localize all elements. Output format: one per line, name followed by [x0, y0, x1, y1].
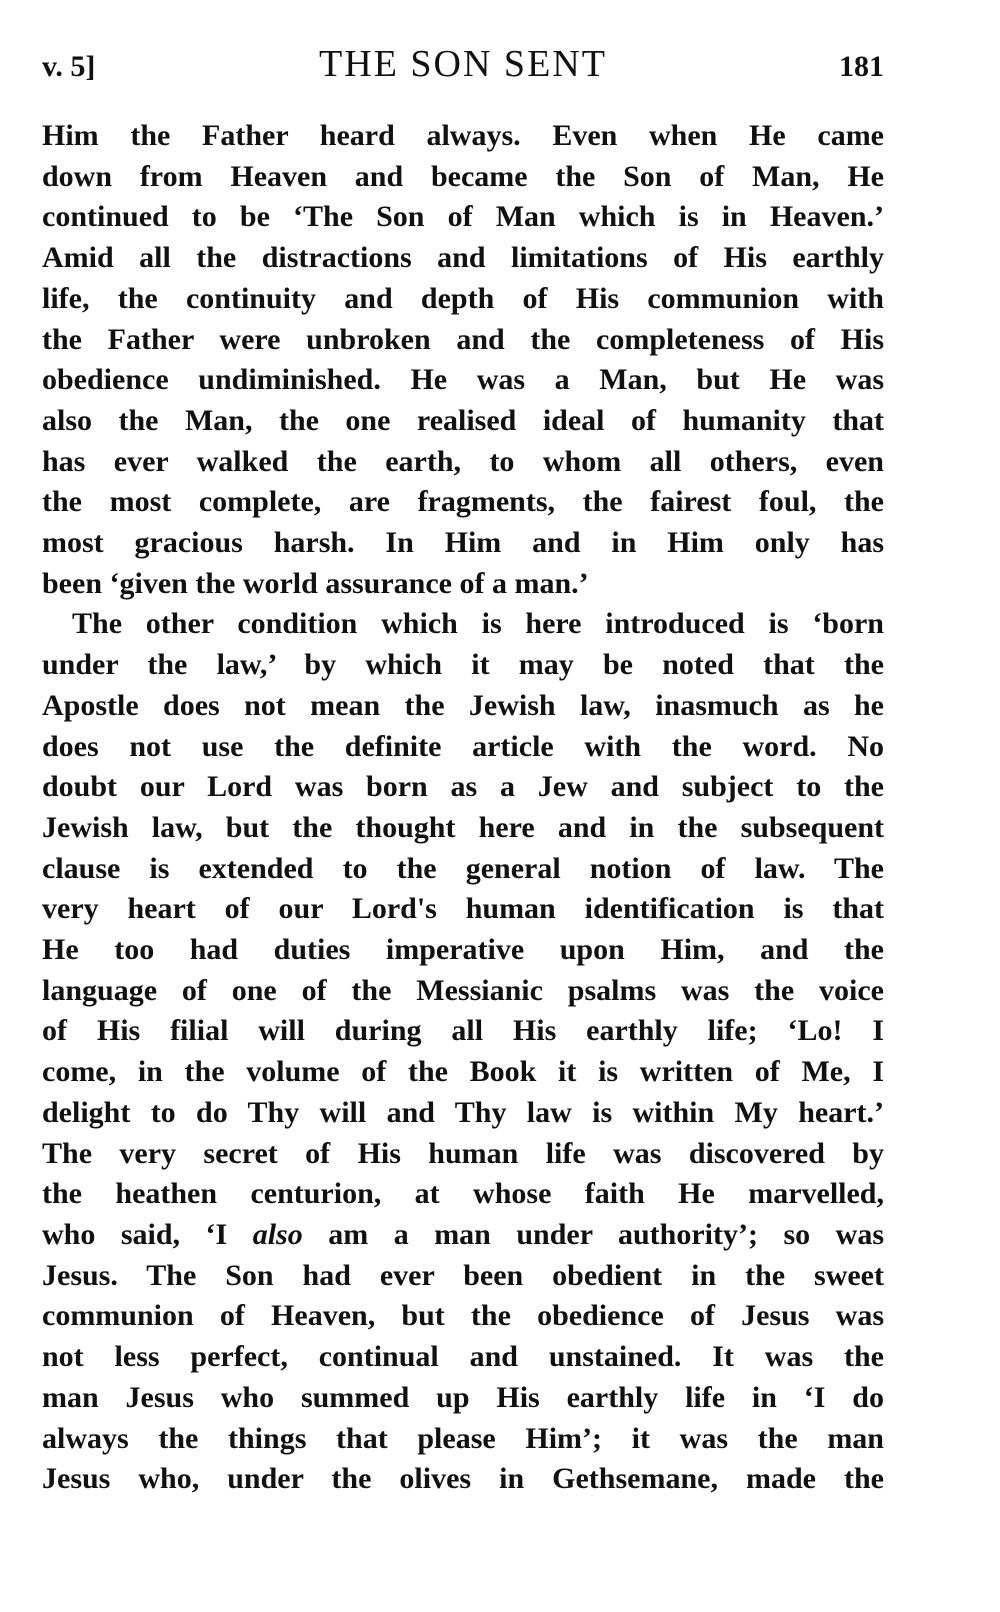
text-line: life, the continuity and depth of His communion with: [42, 281, 884, 315]
text-line: The very secret of His human life was discovered by: [42, 1136, 884, 1170]
text-line: has ever walked the earth, to whom all others, even: [42, 444, 884, 478]
text-line: He too had duties imperative upon Him, and the: [42, 933, 884, 967]
text-line: continued to be ‘The Son of Man which is in Heaven.’: [42, 200, 884, 234]
text-line: the Father were unbroken and the completeness of His: [42, 322, 884, 356]
text-segment: am a man under authority’; so was: [302, 1217, 884, 1251]
text-line-with-italic: [42, 1215, 884, 1256]
text-segment: who said, ‘I: [42, 1217, 253, 1251]
text-line: Jewish law, but the thought here and in the subsequent: [42, 810, 884, 844]
text-line: does not use the definite article with the word. No: [42, 729, 884, 763]
text-line: come, in the volume of the Book it is written of Me, I: [42, 1055, 884, 1089]
text-line: down from Heaven and became the Son of Man, He: [42, 159, 884, 193]
chapter-title: THE SON SENT: [319, 43, 607, 85]
text-line: also the Man, the one realised ideal of humanity that: [42, 403, 884, 437]
text-line: Apostle does not mean the Jewish law, inasmuch as he: [42, 688, 884, 722]
book-page: [42, 38, 884, 1500]
text-line: the heathen centurion, at whose faith He marvelled,: [42, 1177, 884, 1211]
text-line: been ‘given the world assurance of a man.’: [42, 566, 589, 600]
text-line: under the law,’ by which it may be noted that the: [42, 648, 884, 682]
text-line: obedience undiminished. He was a Man, but He was: [42, 363, 884, 397]
text-line: very heart of our Lord's human identification is that: [42, 892, 884, 926]
verse-reference: v. 5]: [42, 50, 96, 83]
text-line: Him the Father heard always. Even when He came: [42, 119, 884, 152]
text-line: the most complete, are fragments, the fairest foul, the: [42, 485, 884, 519]
text-line: always the things that please Him’; it was the man: [42, 1421, 884, 1455]
text-line: not less perfect, continual and unstained. It was the: [42, 1340, 884, 1374]
text-line: Jesus who, under the olives in Gethsemane, made the: [42, 1462, 884, 1496]
paragraph-1: [42, 116, 884, 604]
text-line: Amid all the distractions and limitations of His earthly: [42, 241, 884, 275]
text-line: The other condition which is here introduced is ‘born: [72, 607, 884, 641]
text-line: language of one of the Messianic psalms was the voice: [42, 973, 884, 1007]
text-line: most gracious harsh. In Him and in Him only has: [42, 526, 884, 560]
body-text: [42, 116, 884, 1500]
text-line: doubt our Lord was born as a Jew and subject to the: [42, 770, 884, 804]
text-line: of His filial will during all His earthly life; ‘Lo! I: [42, 1014, 884, 1048]
text-line: clause is extended to the general notion of law. The: [42, 851, 884, 885]
text-line: Jesus. The Son had ever been obedient in the sweet: [42, 1258, 884, 1292]
page-number: 181: [839, 50, 884, 83]
text-line: man Jesus who summed up His earthly life in ‘I do: [42, 1380, 884, 1414]
italic-word: also: [252, 1217, 303, 1251]
text-line: delight to do Thy will and Thy law is within My heart.’: [42, 1095, 884, 1129]
paragraph-2: [42, 604, 884, 1499]
running-head: [42, 38, 884, 88]
text-line: communion of Heaven, but the obedience of Jesus was: [42, 1299, 884, 1333]
